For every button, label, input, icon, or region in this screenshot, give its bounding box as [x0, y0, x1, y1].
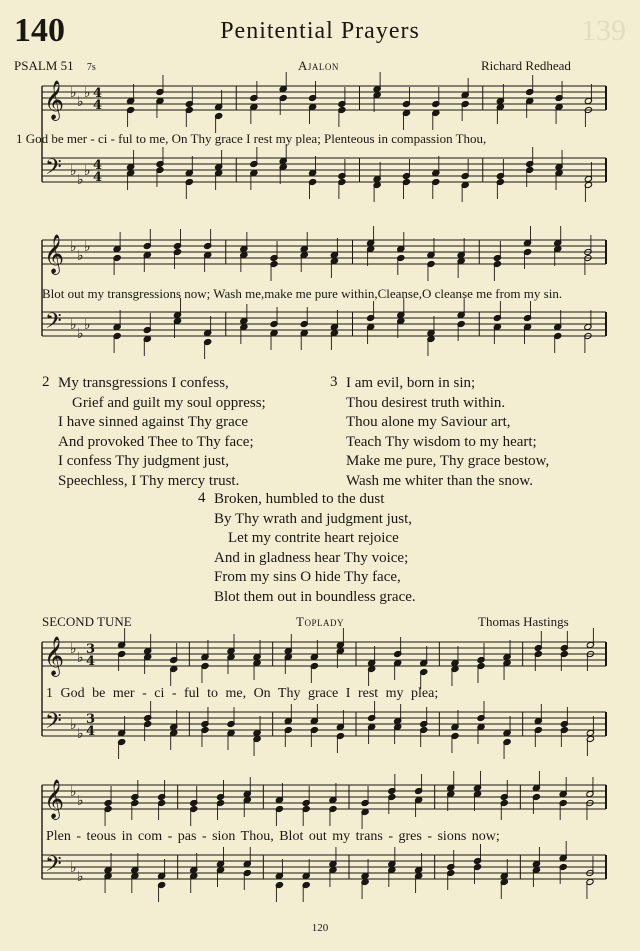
flat-sign: ♭ — [70, 163, 77, 179]
flat-sign: ♭ — [77, 94, 84, 110]
time-signature: 3 — [86, 712, 96, 727]
lyric-line-1: 1 God be mer - ci - ful to me, On Thy grace I rest my plea; Plenteous in compassion Thou, — [16, 131, 487, 146]
bass-clef: 𝄢 — [45, 309, 62, 339]
flat-sign: ♭ — [77, 172, 84, 188]
tune-2-name: Toplady — [296, 614, 344, 629]
time-signature: 4 — [86, 654, 96, 669]
time-signature: 4 — [93, 170, 103, 185]
music-system-1 — [0, 72, 640, 232]
bass-clef: 𝄢 — [45, 852, 62, 882]
treble-clef: 𝄞 — [44, 779, 65, 819]
verse-2-number: 2 — [42, 374, 50, 390]
flat-sign: ♭ — [77, 326, 84, 342]
bass-clef: 𝄢 — [45, 155, 62, 185]
lyric-line-4: Plen - teous in com - pas - sion Thou, Blot out my trans - gres - sions now; — [46, 829, 500, 844]
page-number: 120 — [311, 922, 329, 934]
flat-sign: ♭ — [70, 717, 77, 733]
meter: 7s — [86, 62, 96, 73]
flat-sign: ♭ — [77, 869, 84, 885]
time-signature: 4 — [86, 724, 96, 739]
flat-sign: ♭ — [70, 85, 77, 101]
time-signature: 4 — [93, 86, 103, 101]
lyric-line-3: 1 God be mer - ci - ful to me, On Thy grace I rest my plea; — [46, 686, 439, 701]
music-system-2 — [0, 228, 640, 388]
verse-3: I am evil, born in sin; Thou desirest truth within. Thou alone my Saviour art, Teach Thy wisdom to my heart; Make me pure, Thy grace bestow, Wash me whiter than the snow. — [346, 375, 550, 489]
flat-sign: ♭ — [70, 641, 77, 657]
hymn-number: 140 — [14, 12, 65, 49]
tune-name: Ajalon — [298, 58, 339, 73]
psalm-number: PSALM 51 — [14, 58, 74, 73]
flat-sign: ♭ — [84, 163, 91, 179]
time-signature: 4 — [93, 158, 103, 173]
lyric-line-2: Blot out my transgressions now; Wash me,make me pure within,Cleanse,O cleanse me from my sin. — [42, 286, 563, 301]
flat-sign: ♭ — [70, 317, 77, 333]
flat-sign: ♭ — [77, 726, 84, 742]
flat-sign: ♭ — [84, 85, 91, 101]
flat-sign: ♭ — [77, 650, 84, 666]
bass-clef: 𝄢 — [45, 709, 62, 739]
flat-sign: ♭ — [70, 860, 77, 876]
second-tune-label: SECOND TUNE — [42, 614, 132, 629]
verse-4-number: 4 — [198, 490, 206, 506]
page-title: Penitential Prayers — [220, 18, 420, 44]
composer-2: Thomas Hastings — [478, 614, 569, 629]
flat-sign: ♭ — [77, 793, 84, 809]
music-system-3 — [0, 628, 640, 788]
time-signature: 4 — [93, 98, 103, 113]
time-signature: 3 — [86, 642, 96, 657]
verse-4: Broken, humbled to the dust By Thy wrath and judgment just, Let my contrite heart rejoice And in gladness hear Thy voice; From my sins O hide Thy face, Blot them out in boundless grace. — [214, 491, 416, 605]
flat-sign: ♭ — [84, 317, 91, 333]
treble-clef: 𝄞 — [44, 636, 65, 676]
music-system-4 — [0, 772, 640, 932]
flat-sign: ♭ — [70, 784, 77, 800]
treble-clef: 𝄞 — [44, 80, 65, 120]
flat-sign: ♭ — [70, 239, 77, 255]
flat-sign: ♭ — [84, 239, 91, 255]
verse-3-number: 3 — [330, 374, 338, 390]
flat-sign: ♭ — [77, 248, 84, 264]
verse-2: My transgressions I confess, Grief and guilt my soul oppress; I have sinned against Thy grace And provoked Thee to Thy face; I confess Thy judgment just, Speechless, I Thy mercy trust. — [58, 375, 266, 489]
ghost-page-number: 139 — [581, 14, 626, 47]
composer: Richard Redhead — [481, 58, 571, 73]
treble-clef: 𝄞 — [44, 234, 65, 274]
